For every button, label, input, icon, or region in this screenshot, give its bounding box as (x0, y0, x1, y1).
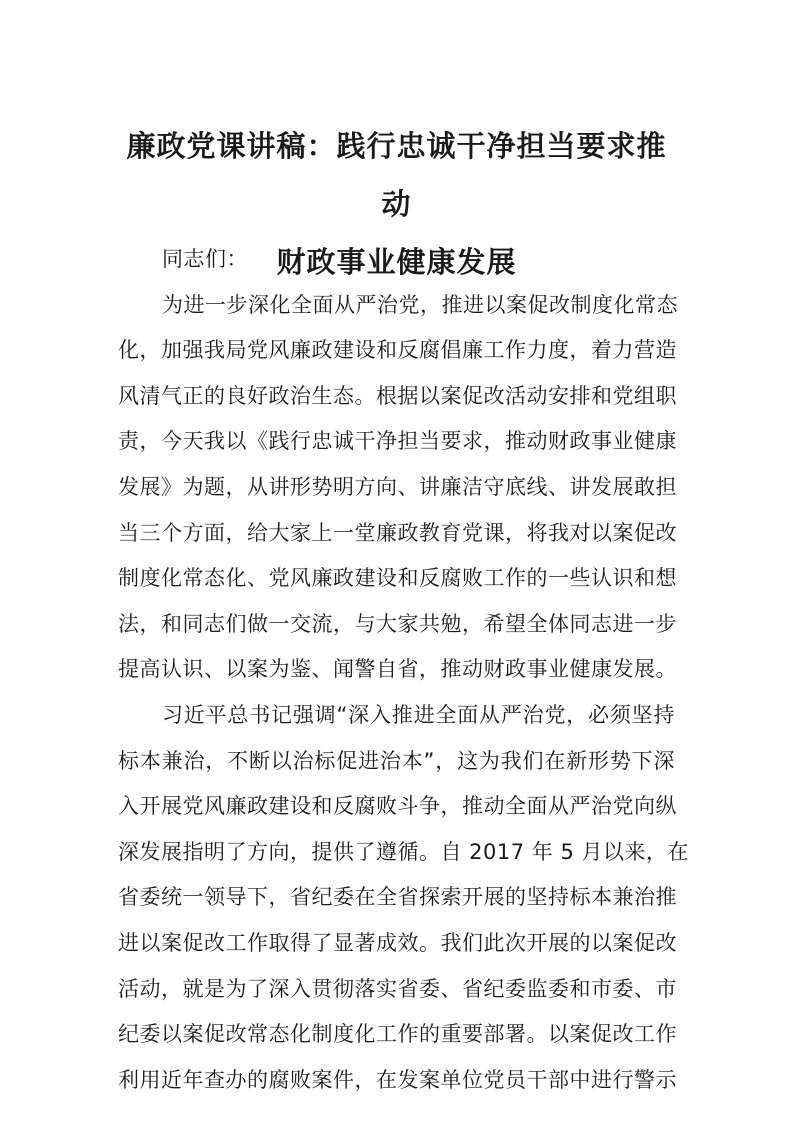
paragraph-2-line: 活动，就是为了深入贯彻落实省委、省纪委监委和市委、市 (118, 976, 677, 1001)
paragraph-1-line: 当三个方面，给大家上一堂廉政教育党课，将我对以案促改 (118, 520, 677, 545)
paragraph-1-line: 发展》为题，从讲形势明方向、讲廉洁守底线、讲发展敢担 (118, 474, 677, 499)
title-line-1: 廉政党课讲稿：践行忠诚干净担当要求推动 (126, 129, 667, 221)
paragraph-2-line: 深发展指明了方向，提供了遵循。自 2017 年 5 月以来，在 (118, 839, 690, 864)
paragraph-2-line: 纪委以案促改常态化制度化工作的重要部署。以案促改工作 (118, 1022, 677, 1047)
paragraph-2-line: 进以案促改工作取得了显著成效。我们此次开展的以案促改 (118, 930, 677, 955)
paragraph-2-line: 省委统一领导下，省纪委在全省探索开展的坚持标本兼治推 (118, 885, 677, 910)
paragraph-1-line: 风清气正的良好政治生态。根据以案促改活动安排和党组职 (118, 383, 677, 408)
title-line-2: 财政事业健康发展 (276, 245, 517, 279)
salutation: 同志们： (162, 247, 248, 271)
paragraph-1-line: 法，和同志们做一交流，与大家共勉，希望全体同志进一步 (118, 611, 677, 636)
paragraph-2-line: 入开展党风廉政建设和反腐败斗争，推动全面从严治党向纵 (118, 794, 677, 819)
paragraph-2-line: 利用近年查办的腐败案件，在发案单位党员干部中进行警示 (118, 1067, 677, 1092)
paragraph-1-line: 化，加强我局党风廉政建设和反腐倡廉工作力度，着力营造 (118, 338, 677, 363)
paragraph-1-line: 制度化常态化、党风廉政建设和反腐败工作的一些认识和想 (118, 566, 677, 591)
paragraph-1-line: 为进一步深化全面从严治党，推进以案促改制度化常态 (162, 292, 678, 317)
paragraph-1-line: 提高认识、以案为鉴、闻警自省，推动财政事业健康发展。 (118, 657, 677, 682)
paragraph-1-line: 责，今天我以《践行忠诚干净担当要求，推动财政事业健康 (118, 429, 677, 454)
document-body (118, 237, 690, 1103)
paragraph-2-line: 标本兼治，不断以治标促进治本”，这为我们在新形势下深 (118, 748, 675, 773)
paragraph-2-line: 习近平总书记强调“深入推进全面从严治党，必须坚持 (162, 702, 675, 727)
